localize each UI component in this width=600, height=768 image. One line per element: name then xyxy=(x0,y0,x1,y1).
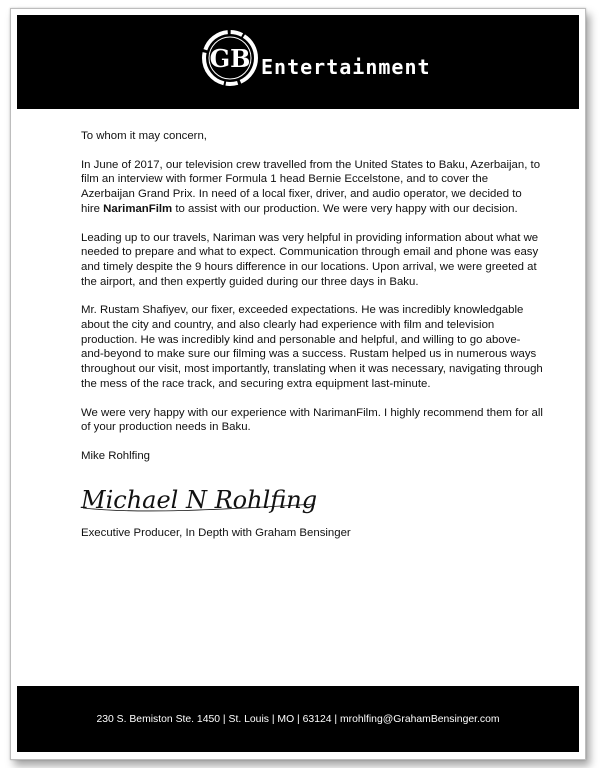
paragraph-1-end: to assist with our production. We were very happy with our decision. xyxy=(172,202,518,215)
paragraph-1 xyxy=(81,158,543,217)
contact-address: 230 S. Bemiston Ste. 1450 | St. Louis | MO | 63124 | mrohlfing@GrahamBensinger.com xyxy=(96,713,500,725)
sender-name: Mike Rohlfing xyxy=(81,449,151,462)
paragraph-3: Mr. Rustam Shafiyev, our fixer, exceeded expectations. He was incredibly knowledgable about the city and country, and also clearly had experience with film and television production. He was incredibly kind and personable and helpful, and willing to go above-and-beyond to make sure our filming was a success. Rustam helped us in numerous ways throughout our visit, most importantly, translating when it was necessary, navigating through the mess of the race track, and securing extra equipment last-minute. xyxy=(81,304,543,390)
paragraph-4: We were very happy with our experience with NarimanFilm. I highly recommend them for all of your production needs in Baku. xyxy=(81,406,543,434)
logo-monogram: GB xyxy=(209,44,251,73)
salutation: To whom it may concern, xyxy=(81,130,207,142)
sender-title: Executive Producer, In Depth with Graham Bensinger xyxy=(81,527,351,539)
paragraph-2: Leading up to our travels, Nariman was very helpful in providing information about what we needed to prepare and what to expect. Communication through email and phone was easy and timely despite the 9 hours difference in our locations. Upon arrival, we were greeted at the airport, and then expertly guided during our three days in Baku. xyxy=(81,231,539,288)
company-name: NarimanFilm xyxy=(103,202,173,215)
company-logo xyxy=(201,29,441,91)
letterhead-banner xyxy=(17,15,579,109)
letterhead-footer xyxy=(17,686,579,752)
gb-logo-icon xyxy=(201,29,259,87)
letter-body xyxy=(81,129,543,478)
brand-wordmark: Entertainment xyxy=(261,55,431,79)
signature-text: Michael N Rohlfing xyxy=(81,486,318,514)
paragraph-1-intro: In June of 2017, our television crew travelled from the United States to Baku, Azerbaijan, to film an interview with former Formula 1 head Bernie Eccelstone, and to cover the Azerbaijan Grand Prix. In need of a local fixer, driver, and audio operator, we decided to hire xyxy=(81,158,541,215)
letter-page xyxy=(10,8,586,760)
handwritten-signature xyxy=(77,474,327,522)
